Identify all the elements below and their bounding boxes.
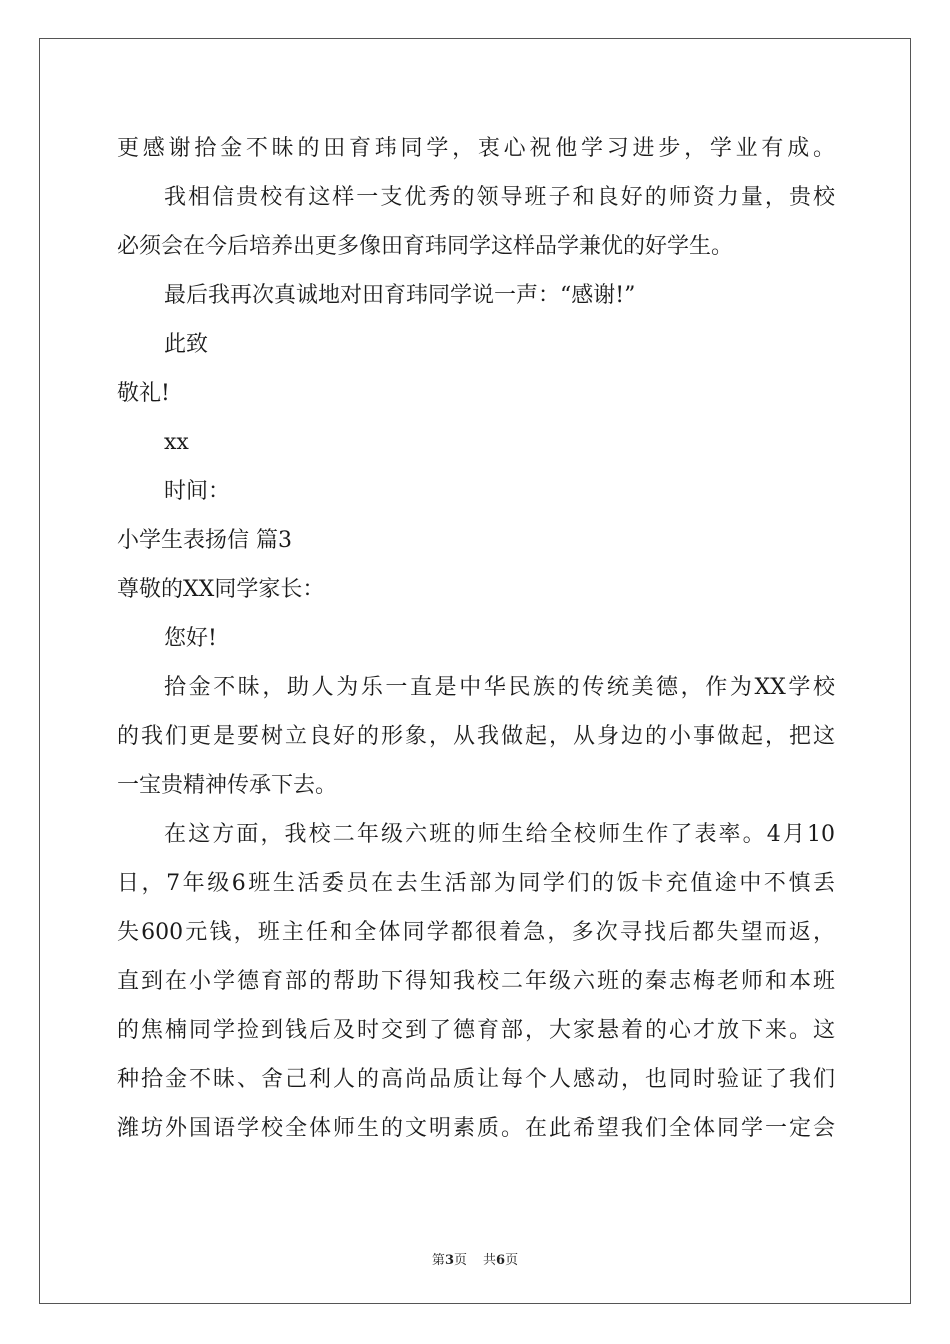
section-heading: 小学生表扬信 篇3 — [117, 528, 292, 553]
total-suffix: 页 — [505, 1253, 519, 1268]
closing-respect: 敬礼! — [117, 381, 170, 406]
page-current: 3 — [444, 1253, 454, 1268]
page-prefix: 第 — [431, 1253, 445, 1268]
document-body — [117, 124, 835, 1153]
paragraph-line-13: 的我们更是要树立良好的形象，从我做起，从身边的小事做起，把这 — [117, 724, 835, 749]
paragraph-line-14: 一宝贵精神传承下去。 — [117, 773, 338, 798]
paragraph-line-4: 最后我再次真诚地对田育玮同学说一声：“感谢!” — [164, 283, 636, 308]
paragraph-line-16: 日，7年级6班生活委员在去生活部为同学们的饭卡充值途中不慎丢 — [117, 871, 835, 896]
paragraph-line-2: 我相信贵校有这样一支优秀的领导班子和良好的师资力量，贵校 — [164, 185, 835, 210]
paragraph-line-1: 更感谢拾金不昧的田育玮同学，衷心祝他学习进步，学业有成。 — [117, 136, 835, 161]
signature-name: xx — [164, 430, 189, 455]
page-suffix: 页 — [453, 1253, 467, 1268]
letter-greeting-recipient: 尊敬的XX同学家长： — [117, 577, 325, 602]
closing-salutation: 此致 — [164, 332, 209, 357]
paragraph-line-12: 拾金不昧，助人为乐一直是中华民族的传统美德，作为XX学校 — [164, 675, 835, 700]
paragraph-line-20: 种拾金不昧、舍己利人的高尚品质让每个人感动，也同时验证了我们 — [117, 1067, 835, 1092]
paragraph-line-18: 直到在小学德育部的帮助下得知我校二年级六班的秦志梅老师和本班 — [117, 969, 835, 994]
signature-date: 时间： — [164, 479, 231, 504]
page-footer — [0, 1249, 950, 1268]
paragraph-line-21: 潍坊外国语学校全体师生的文明素质。在此希望我们全体同学一定会 — [117, 1116, 835, 1141]
paragraph-line-3: 必须会在今后培养出更多像田育玮同学这样品学兼优的好学生。 — [117, 234, 734, 259]
paragraph-line-17: 失600元钱，班主任和全体同学都很着急，多次寻找后都失望而返， — [117, 920, 835, 945]
page-total: 6 — [496, 1253, 506, 1268]
total-prefix: 共 — [483, 1253, 497, 1268]
paragraph-line-19: 的焦楠同学捡到钱后及时交到了德育部，大家悬着的心才放下来。这 — [117, 1018, 835, 1043]
paragraph-line-15: 在这方面，我校二年级六班的师生给全校师生作了表率。4月10 — [164, 822, 835, 847]
letter-greeting: 您好! — [164, 626, 217, 651]
